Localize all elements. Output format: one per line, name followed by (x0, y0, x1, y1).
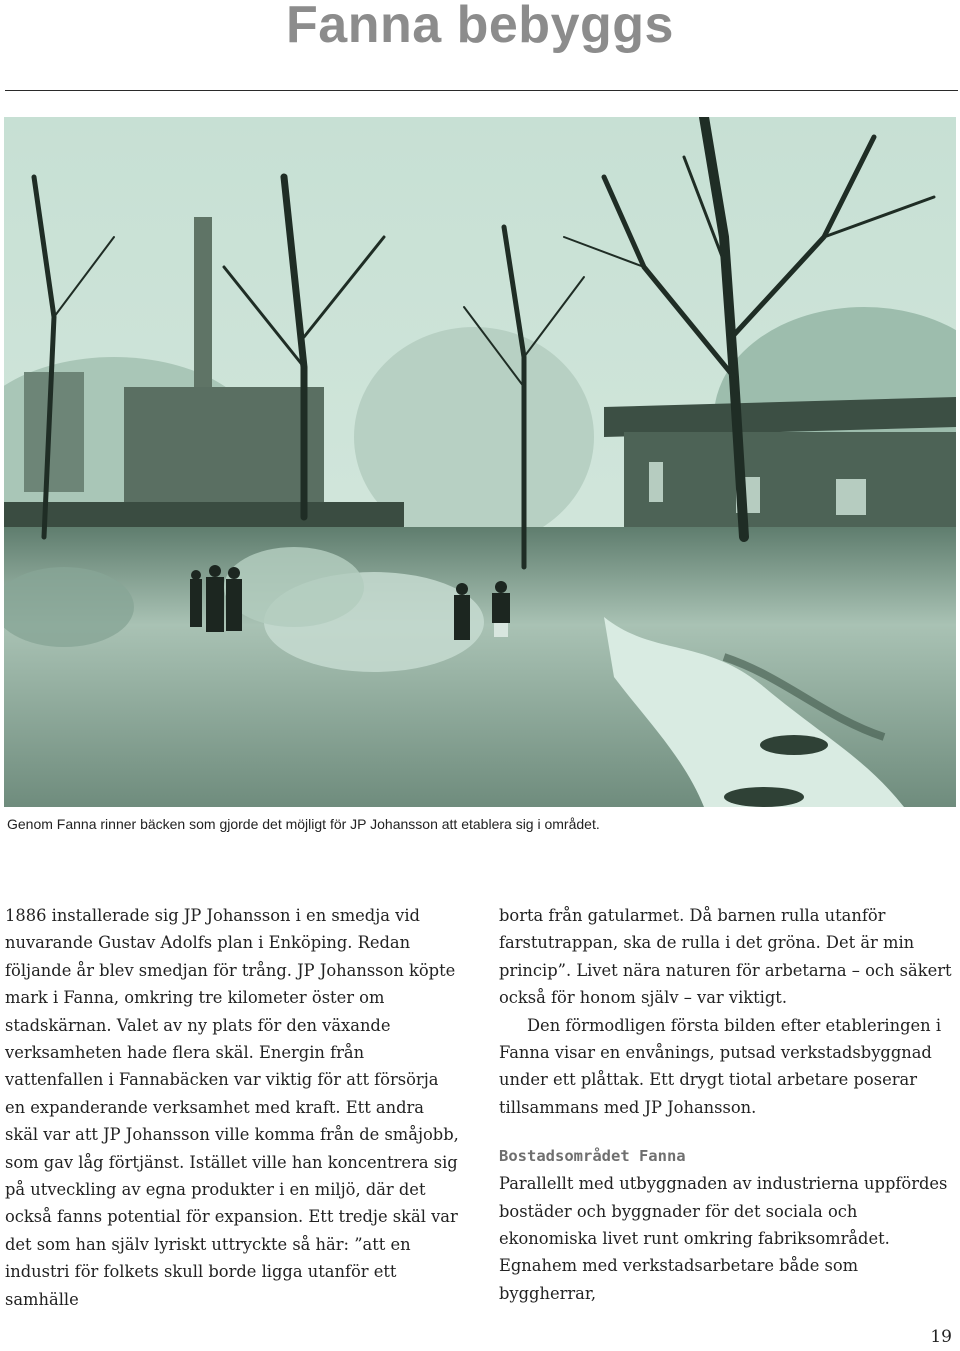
article-column-right (499, 902, 957, 1307)
article-column-left (5, 902, 461, 1313)
article-paragraph: 1886 installerade sig JP Johansson i en smedja vid nuvarande Gustav Adolfs plan i Enköping. Redan följande år blev smedjan för trång. JP Johansson köpte mark i Fanna, omkring tre kilometer öster om stadskärnan. Valet av ny plats för den växande verksamheten hade flera skäl. Energin från vattenfallen i Fannabäcken var viktig för att försörja en expanderande verksamhet med kraft. Ett andra skäl var att JP Johansson ville komma från de småjobb, som gav låg förtjänst. Istället ville han koncentrera sig på utveckling av egna produkter i en miljö, där det också fanns potential för expansion. Ett tredje skäl var det som han själv lyriskt uttryckte så här: ”att en industri för folkets skull borde ligga utanför ett samhälle (5, 906, 459, 1309)
article-paragraph: Den förmodligen första bilden efter etableringen i Fanna visar en envånings, putsad verkstadsbyggnad under ett plåttak. Ett drygt tiotal arbetare poserar tillsammans med JP Johansson. (499, 1015, 942, 1117)
photo-caption: Genom Fanna rinner bäcken som gjorde det möjligt för JP Johansson att etablera sig i området. (7, 816, 600, 832)
article-paragraph: Parallellt med utbyggnaden av industrierna uppfördes bostäder och byggnader för det sociala och ekonomiska livet runt omkring fabriksområdet. Egnahem med verkstadsarbetare både som byggherrar, (499, 1174, 948, 1303)
page-title: Fanna bebyggs (286, 0, 674, 54)
page-number: 19 (930, 1327, 952, 1347)
title-rule (5, 90, 958, 91)
historical-photo (4, 117, 956, 807)
section-subheading: Bostadsområdet Fanna (499, 1147, 686, 1166)
article-paragraph: borta från gatularmet. Då barnen rulla utanför farstutrappan, ska de rulla i det gröna. Det är min princip”. Livet nära naturen för arbetarna – och säkert också för honom själv – var viktigt. (499, 906, 952, 1008)
